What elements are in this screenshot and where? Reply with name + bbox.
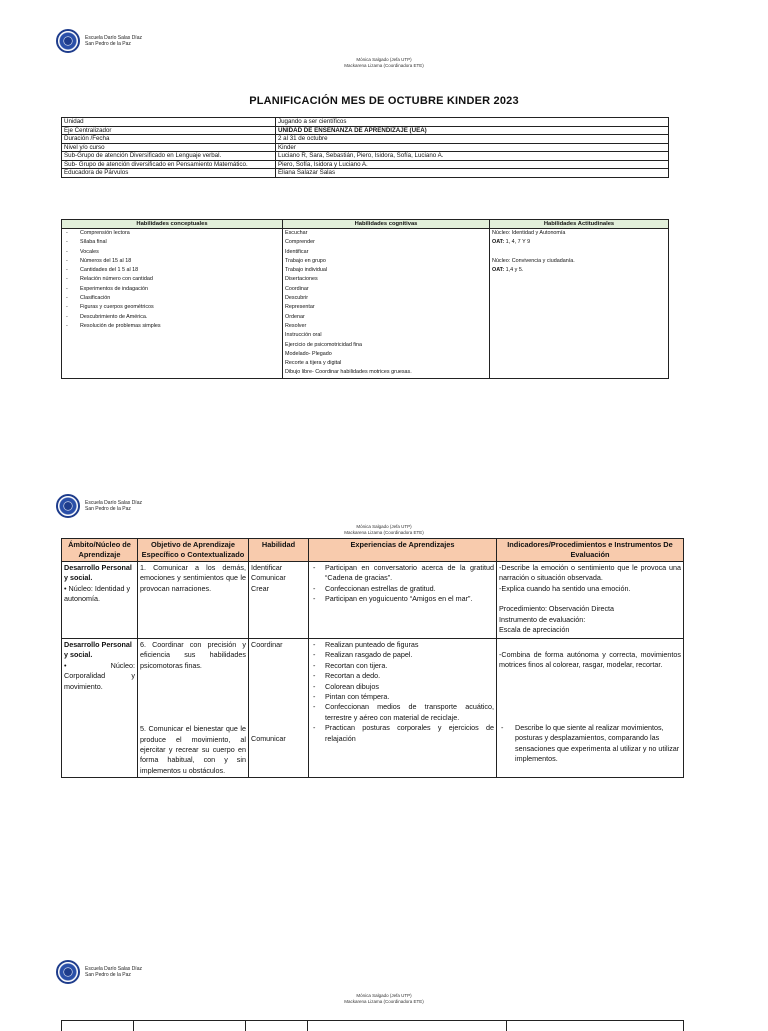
info-value: Piero, Sofía, Isidora y Luciano A. (276, 160, 669, 169)
objetivo-cell: 1. Comunicar a los demás, emociones y sentimientos que le provocan narraciones. (138, 562, 249, 639)
list-item: Modelado- Plegado (285, 350, 332, 357)
school-logo-icon (56, 494, 80, 518)
next-table-top (61, 1020, 684, 1031)
conceptual-skills-list (62, 229, 283, 379)
list-item: - Recortan a dedo. (313, 671, 381, 681)
indicadores-cell: -Describe la emoción o sentimiento que le provoca una narración o situación observada. -Explica cuando ha sentido una emoción. Procedimiento: Observación Directa Instrumento de evaluación: Escala de apreciación (497, 562, 684, 639)
attitudinal-skills: Núcleo: Identidad y Autonomía OAT: 1, 4, 7 Y 9 Núcleo: Convivencia y ciudadanía. OAT: 1,4 y 5. (490, 229, 669, 379)
habilidad-cell: Identificar Comunicar Crear (249, 562, 309, 639)
table-row (62, 143, 669, 152)
objetivo-cell: 6. Coordinar con precisión y eficiencia sus habilidades psicomotoras finas. 5. Comunicar el bienestar que le produce el movimiento, al ejercitar y recrear su cuerpo en forma habitual, con y sin implementos u obstáculos. (138, 639, 249, 778)
list-item: - Participan en yoguicuento “Amigos en el mar”. (313, 594, 473, 604)
list-item: - Figuras y cuerpos geométricos (66, 304, 154, 311)
school-header-2: Escuela Darío Salas Díaz San Pedro de la Paz (56, 494, 142, 518)
list-item: Recorte a tijera y digital (285, 360, 342, 367)
list-item: - Realizan punteado de figuras (313, 640, 419, 649)
list-item: - Experimentos de indagación (66, 285, 149, 292)
info-value: Luciano R, Sara, Sebastián, Piero, Isidora, Sofía, Luciano A. (276, 152, 669, 161)
table-row (62, 118, 669, 127)
skills-table (61, 219, 669, 379)
info-table (61, 117, 669, 178)
school-logo-icon (56, 960, 80, 984)
table-row (62, 126, 669, 135)
table-row (62, 562, 684, 639)
list-item: - Cantidades del 1 5 al 18 (66, 267, 139, 274)
list-item: Instrucción oral (285, 332, 322, 339)
info-value: UNIDAD DE ENSEÑANZA DE APRENDIZAJE (UEA) (276, 126, 669, 135)
info-value: Jugando a ser científicos (276, 118, 669, 127)
page-title: PLANIFICACIÓN MES DE OCTUBRE KINDER 2023 (249, 95, 519, 107)
list-item: Resolver (285, 322, 307, 329)
indicadores-cell: -Combina de forma autónoma y correcta, movimientos motrices finos al colorear, rasgar, modelar, recortar. - Describe lo que siente al realizar movimientos, posturas y desplazamientos, comparando las sensaciones que experimenta al utilizar y no utilizar implementos. (497, 639, 684, 778)
list-item: - Comprensión lectora (66, 230, 130, 236)
list-item: - Clasificación (66, 295, 111, 302)
school-logo-icon (56, 29, 80, 53)
table-row (62, 135, 669, 144)
table-row (62, 152, 669, 161)
info-label: Unidad (62, 118, 276, 127)
list-item: Ejercicio de psicomotricidad fina (285, 341, 363, 348)
list-item: - Descubrimiento de América. (66, 313, 148, 320)
skills-header-attitudinal: Habilidades Actitudinales (490, 220, 669, 229)
list-item: Comprender (285, 239, 315, 246)
table-row (62, 639, 684, 778)
info-value: Kinder (276, 143, 669, 152)
list-item: Descubrir (285, 295, 309, 302)
info-label: Nivel y/o curso (62, 143, 276, 152)
list-item: Trabajo individual (285, 267, 328, 274)
info-label: Sub- Grupo de atención diversificado en Pensamiento Matemático. (62, 160, 276, 169)
info-label: Eje Centralizador (62, 126, 276, 135)
list-item: - Vocales (66, 248, 99, 255)
info-value: Eliana Salazar Salas (276, 169, 669, 178)
list-item: - Participan en conversatorio acerca de la gratitud “Cadena de gracias”. (313, 563, 494, 583)
list-item: - Colorean dibujos (313, 681, 379, 691)
plan-header-habilidad: Habilidad (249, 539, 309, 562)
plan-header-ambito: Ámbito/Núcleo de Aprendizaje (62, 539, 138, 562)
list-item: Representar (285, 304, 315, 311)
info-label: Educadora de Párvulos (62, 169, 276, 178)
school-header-3: Escuela Darío Salas Díaz San Pedro de la Paz (56, 960, 142, 984)
table-row (62, 169, 669, 178)
experiencias-cell (309, 562, 497, 639)
ambito-cell: Desarrollo Personal y social. • Núcleo: Identidad y autonomía. (62, 562, 138, 639)
list-item: - Relación número con cantidad (66, 276, 153, 283)
list-item: - Realizan rasgado de papel. (313, 650, 413, 660)
list-item: Ordenar (285, 313, 305, 320)
list-item: - Números del 15 al 18 (66, 257, 132, 264)
skills-header-conceptual: Habilidades conceptuales (62, 220, 283, 229)
list-item: - Confeccionan estrellas de gratitud. (313, 583, 436, 593)
school-header (56, 29, 142, 53)
list-item: Dibujo libre- Coordinar habilidades motrices gruesas. (285, 369, 412, 376)
plan-header-experiencias: Experiencias de Aprendizajes (309, 539, 497, 562)
list-item: - Confeccionan medios de transporte acuático, terrestre y aéreo con material de reciclaje. (313, 702, 494, 722)
school-name: Escuela Darío Salas Díaz (85, 34, 142, 41)
coordinators: Mónica Salgado (Jefa UTP) Mackarena Lizama (Coordinadora ETE) (344, 57, 424, 68)
info-label: Sub-Grupo de atención Diversificado en Lenguaje verbal. (62, 152, 276, 161)
info-label: Duración /Fecha (62, 135, 276, 144)
ambito-cell: Desarrollo Personal y social. • Núcleo: Corporalidad y movimiento. (62, 639, 138, 778)
coordinators-2: Mónica Salgado (Jefa UTP) Mackarena Lizama (Coordinadora ETE) (344, 524, 424, 535)
cognitive-skills-list (283, 229, 490, 379)
list-item: Escuchar (285, 230, 308, 236)
list-item: - Recortan con tijera. (313, 660, 388, 670)
list-item: Trabajo en grupo (285, 257, 326, 264)
list-item: - Pintan con témpera. (313, 692, 390, 702)
list-item: Coordinar (285, 285, 309, 292)
list-item: - Sílaba final (66, 239, 107, 246)
list-item: Disertaciones (285, 276, 318, 283)
table-row (62, 160, 669, 169)
habilidad-cell: Coordinar Comunicar (249, 639, 309, 778)
list-item: Identificar (285, 248, 309, 255)
skills-header-cognitive: Habilidades cognitivas (283, 220, 490, 229)
plan-header-indicadores: Indicadores/Procedimientos e Instrumentos De Evaluación (497, 539, 684, 562)
plan-header-objetivo: Objetivo de Aprendizaje Específico o Contextualizado (138, 539, 249, 562)
list-item: - Resolución de problemas simples (66, 322, 161, 329)
experiencias-cell: - Realizan punteado de figuras - Realizan rasgado de papel. - Recortan con tijera. - Recortan a dedo. - Colorean dibujos - Pintan con témpera. - Confeccionan medios de transporte acuático, terrestre y aéreo con material de reciclaje. - Practican posturas corporales y ejercicios de relajación (309, 639, 497, 778)
info-value: 2 al 31 de octubre (276, 135, 669, 144)
plan-table (61, 538, 684, 778)
school-city: San Pedro de la Paz (85, 41, 131, 47)
coordinators-3: Mónica Salgado (Jefa UTP) Mackarena Lizama (Coordinadora ETE) (344, 993, 424, 1004)
